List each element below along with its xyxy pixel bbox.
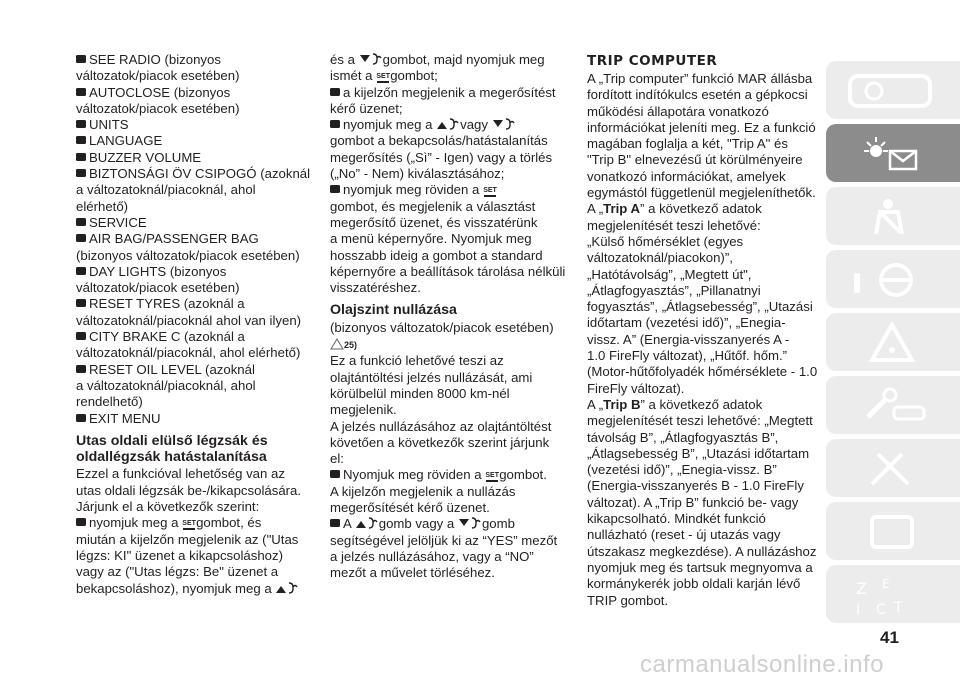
media-icon xyxy=(842,511,942,553)
tab-starting-driving[interactable] xyxy=(826,250,960,308)
menu-item: DAY LIGHTS (bizonyos xyxy=(76,264,306,280)
bullet-icon xyxy=(330,519,340,527)
list-item: nyomjuk meg a vagy xyxy=(330,117,564,133)
set-button-icon: SET xyxy=(483,187,497,197)
set-button-icon: SET xyxy=(485,472,499,482)
menu-item: AIR BAG/PASSENGER BAG xyxy=(76,231,306,247)
bullet-icon xyxy=(76,299,86,307)
menu-item: BUZZER VOLUME xyxy=(76,150,306,166)
tab-safety[interactable] xyxy=(826,187,960,245)
menu-item: EXIT MENU xyxy=(76,411,306,427)
menu-item: SEE RADIO (bizonyos xyxy=(76,52,306,68)
chapter-tabs xyxy=(826,61,960,621)
tab-lights-messages[interactable] xyxy=(826,124,960,182)
airbag-step: nyomjuk meg a SETgombot, és xyxy=(76,515,306,531)
warning-triangle-icon xyxy=(842,322,942,364)
up-button-icon xyxy=(355,516,379,530)
up-button-icon xyxy=(436,117,460,131)
bullet-icon xyxy=(76,332,86,340)
trip-a-paragraph: megjelenítését teszi lehetővé: „Külső hőmérséklet (egyes változatoknál/piacokon)”, „Hatótávolság”, „Megtett út", „Átlagfogyasztás”, „Pillanatnyi fogyasztás”, „Átlagsebesség”, „Utazási időtartam (vezetési idő)”, „Enegia- vissz. A” (Energia-visszanyerés A - 1.0 FireFly változat), „Hűtőf. hőm.” (Motor-hűtőfolyadék hőmérséklete - 1.0 FireFly változat). xyxy=(587,217,818,396)
trip-intro: A „Trip computer” funkció MAR állásba fordított indítókulcs esetén a gépkocsi működési állapotára vonatkozó információkat jeleníti meg. Ez a funkció magában foglalja a két, "Trip A" és "Trip B" elnevezésű út körülményeire vonatkozó információkat, amelyek egymástól függetlenül megjeleníthetők. xyxy=(587,71,816,201)
menu-item: CITY BRAKE C (azoknál a xyxy=(76,329,306,345)
steering-wheel-icon xyxy=(842,259,942,301)
trip-b-paragraph: megjelenítését teszi lehetővé: „Megtett távolság B”, „Átlagfogyasztás B”, „Átlagsebesség B”, „Utazási időtartam (vezetési idő)”, „Enegia-vissz. B” (Energia-visszanyerés B - 1.0 FireFly változat). A „Trip B” funkció be- vagy kikapcsolható. Mindkét funkció nullázható (reset - új utazás vagy útszakasz megkezdése). A nullázáshoz nyomjuk meg és tartsuk megnyomva a kormánykerék jobb oldali karján lévő TRIP gombot. xyxy=(587,413,817,608)
bullet-icon xyxy=(76,55,86,63)
list-item: nyomjuk meg röviden a SET xyxy=(330,182,564,198)
bullet-icon xyxy=(76,414,86,422)
trip-computer-title: TRIP COMPUTER xyxy=(587,53,718,69)
page-number: 41 xyxy=(880,628,899,647)
watermark: carmanualsonline.info xyxy=(640,651,884,678)
bullet-icon xyxy=(76,518,86,526)
down-button-icon xyxy=(458,516,482,530)
airbag-heading: Utas oldali elülső légzsák és oldallégzsák hatástalanítása xyxy=(76,432,268,466)
menu-item: BIZTONSÁGI ÖV CSIPOGÓ (azoknál xyxy=(76,166,306,182)
list-item: A gomb vagy a gomb xyxy=(330,516,564,532)
menu-item: AUTOCLOSE (bizonyos xyxy=(76,85,306,101)
airbag-paragraph: Ezzel a funkcióval lehetőség van az utas oldali légzsák be-/kikapcsolására. Járjunk el a következők szerint: xyxy=(76,466,302,515)
up-button-icon xyxy=(275,581,299,595)
bullet-icon xyxy=(330,470,340,478)
svg-text:Z: Z xyxy=(856,579,867,598)
bullet-icon xyxy=(330,120,340,128)
list-item: a kijelzőn megjelenik a megerősítést xyxy=(330,85,564,101)
bullet-icon xyxy=(76,218,86,226)
menu-list: SEE RADIO (bizonyos változatok/piacok esetében) AUTOCLOSE (bizonyos változatok/piacok esetében) UNITS LANGUAGE BUZZER VOLUME BIZTONSÁGI ÖV CSIPOGÓ (azoknál a változatoknál/piacoknál, ahol elérhető) SERVICE AIR BAG/PASSENGER BAG (bizonyos változatok/piacok esetében) DAY LIGHTS (bizonyos változatok/piacok esetében) RESET TYRES (azoknál a változatoknál/piacoknál ahol van ilyen) CITY BRAKE C (azoknál a változatoknál/piacoknál, ahol elérhető) RESET OIL LEVEL (azoknál a változatoknál/piacoknál, ahol rendelhető) EXIT MENU xyxy=(76,52,311,426)
set-button-icon: SET xyxy=(376,73,390,83)
column-2: és a gombot, majd nyomjuk meg ismét a SETgombot; a kijelzőn megjelenik a megerősítést kérő üzenet; nyomjuk meg a vagy gombot a bekapcsolás/hatástalanítás megerősítés („Sì” - Igen) vagy a törlés („No” - Nem) kiválasztásához; nyomjuk meg röviden a SET gombot, és megjelenik a választást megerősítő üzenet, és visszatérünk a menü képernyőre. Nyomjuk meg hosszabb ideig a gombot a standard képernyőre a beállítások tárolása nélküli visszatéréshez. Olajszint nullázása (bizonyos változatok/piacok esetében) 25) Ez a funkció lehetővé teszi az olajtántöltési jelzés nullázását, ami körülbelül minden 8000 km-nél megjelenik. A jelzés nullázásához az olajtántöltést követően a következők szerint járjunk el: Nyomjuk meg röviden a SETgombot. A kijelzőn megjelenik a nullázás megerősítését kérő üzenet. A gomb vagy a gomb segítségével jelöljük ki az “YES” mezőt a jelzés nullázásához, vagy a “NO” mezőt a művelet törléséhez. xyxy=(330,52,566,581)
warning-light-message-icon xyxy=(842,133,942,175)
svg-text:T: T xyxy=(894,600,903,616)
set-button-icon: SET xyxy=(182,520,196,530)
down-button-icon xyxy=(492,117,516,131)
column-3: TRIP COMPUTER A „Trip computer” funkció MAR állásba fordított indítókulcs esetén a gépkocsi működési állapotára vonatkozó információkat jeleníti meg. Ez a funkció magában foglalja a két, "Trip A" és "Trip B" elnevezésű út körülményeire vonatkozó információkat, amelyek egymástól függetlenül megjeleníthetők. A „Trip A” a következő adatok megjelenítését teszi lehetővé: „Külső hőmérséklet (egyes változatoknál/piacokon)”, „Hatótávolság”, „Megtett út", „Átlagfogyasztás”, „Pillanatnyi fogyasztás”, „Átlagsebesség”, „Utazási időtartam (vezetési idő)”, „Enegia- vissz. A” (Energia-visszanyerés A - 1.0 FireFly változat), „Hűtőf. hőm.” (Motor-hűtőfolyadék hőmérséklete - 1.0 FireFly változat). A „Trip B” a következő adatok megjelenítését teszi lehetővé: „Megtett távolság B”, „Átlagfogyasztás B”, „Átlagsebesség B”, „Utazási időtartam (vezetési idő)”, „Enegia-vissz. B” (Energia-visszanyerés B - 1.0 FireFly változat). A „Trip B” funkció be- vagy kikapcsolható. Mindkét funkció nullázható (reset - új utazás vagy útszakasz megkezdése). A nullázáshoz nyomjuk meg és tartsuk megnyomva a kormánykerék jobb oldali karján lévő TRIP gombot. xyxy=(587,53,818,608)
bullet-icon xyxy=(76,153,86,161)
tab-emergency[interactable] xyxy=(826,313,960,371)
menu-item: LANGUAGE xyxy=(76,133,306,149)
bullet-icon xyxy=(76,267,86,275)
menu-item: RESET TYRES (azoknál a xyxy=(76,296,306,312)
bullet-icon xyxy=(330,88,340,96)
svg-text:E: E xyxy=(882,577,890,591)
bullet-icon xyxy=(76,234,86,242)
menu-item: SERVICE xyxy=(76,215,306,231)
tools-icon xyxy=(842,448,942,490)
seatbelt-icon xyxy=(842,196,942,238)
bullet-icon xyxy=(76,88,86,96)
menu-item: UNITS xyxy=(76,117,306,133)
oil-paragraph: Ez a funkció lehetővé teszi az olajtántöltési jelzés nullázását, ami körülbelül minden 8000 km-nél megjelenik. A jelzés nullázásához az olajtántöltést követően a következők szerint járjunk el: xyxy=(330,353,552,467)
svg-text:I: I xyxy=(856,602,861,616)
warning-triangle-icon xyxy=(330,338,344,350)
bullet-icon xyxy=(76,120,86,128)
menu-item: RESET OIL LEVEL (azoknál xyxy=(76,362,306,378)
svg-text:C: C xyxy=(876,602,886,616)
tab-index[interactable] xyxy=(826,565,960,623)
wrench-car-icon xyxy=(842,385,942,427)
alphabet-index-icon xyxy=(842,574,942,616)
down-button-icon xyxy=(359,52,383,66)
bullet-icon xyxy=(76,136,86,144)
bullet-icon xyxy=(76,169,86,177)
bullet-icon xyxy=(330,185,340,193)
list-item: Nyomjuk meg röviden a SETgombot. xyxy=(330,467,564,483)
tab-multimedia[interactable] xyxy=(826,502,960,560)
tab-maintenance[interactable] xyxy=(826,376,960,434)
bullet-icon xyxy=(76,365,86,373)
car-dashboard-icon xyxy=(842,70,942,112)
tab-technical-data[interactable] xyxy=(826,439,960,497)
oil-reset-heading: Olajszint nullázása xyxy=(330,302,457,319)
column-1: SEE RADIO (bizonyos változatok/piacok esetében) AUTOCLOSE (bizonyos változatok/piacok esetében) UNITS LANGUAGE BUZZER VOLUME BIZTONSÁGI ÖV CSIPOGÓ (azoknál a változatoknál/piacoknál, ahol elérhető) SERVICE AIR BAG/PASSENGER BAG (bizonyos változatok/piacok esetében) DAY LIGHTS (bizonyos változatok/piacok esetében) RESET TYRES (azoknál a változatoknál/piacoknál ahol van ilyen) CITY BRAKE C (azoknál a változatoknál/piacoknál, ahol elérhető) RESET OIL LEVEL (azoknál a változatoknál/piacoknál, ahol rendelhető) EXIT MENU Utas oldali elülső légzsák és oldallégzsák hatástalanítása Ezzel a funkcióval lehetőség van az utas oldali légzsák be-/kikapcsolására. Járjunk el a következők szerint: nyomjuk meg a SETgombot, és miután a kijelzőn megjelenik az ("Utas légzs: KI" üzenet a kikapcsoláshoz) vagy az ("Utas légzs: Be" üzenet a bekapcsoláshoz), nyomjuk meg a xyxy=(76,52,311,596)
tab-dashboard[interactable] xyxy=(826,61,960,119)
